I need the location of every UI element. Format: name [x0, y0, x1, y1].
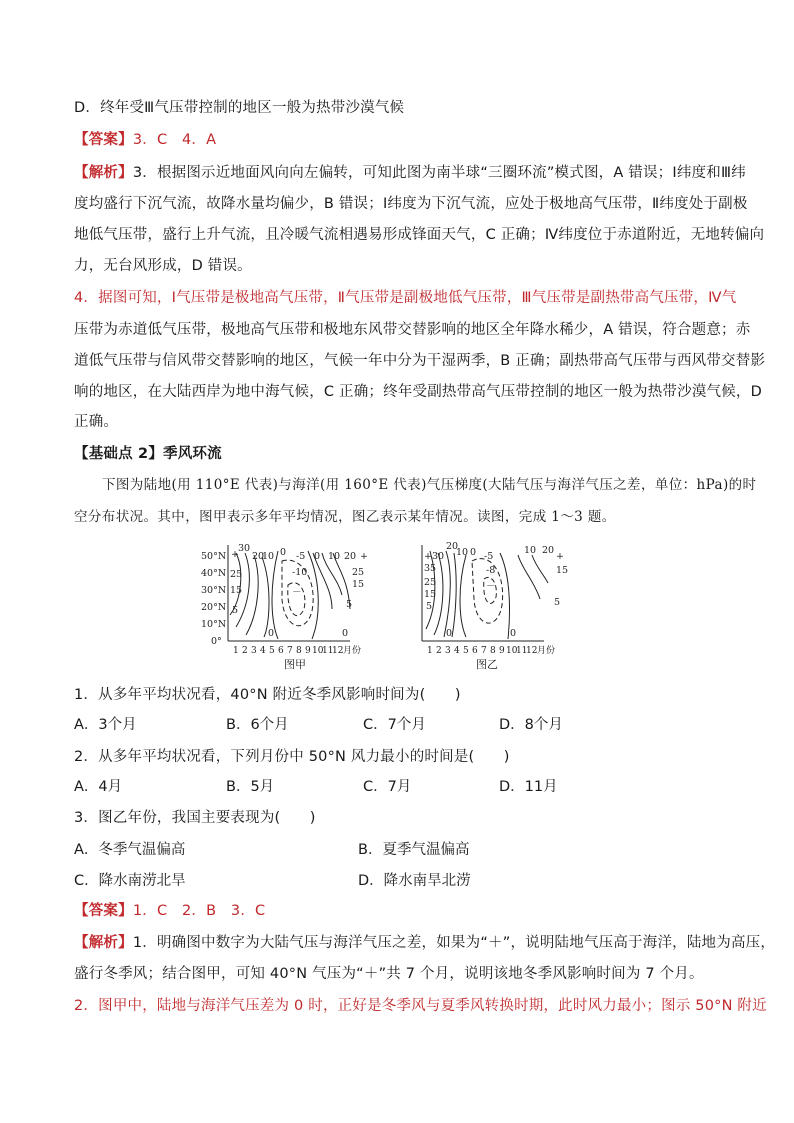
contour-label: +30: [424, 551, 445, 562]
x-tick: 9: [499, 646, 505, 656]
explanation-text: 3．根据图示近地面风向向左偏转，可知此图为南半球“三圈环流”模式图，A 错误；Ⅰ纬度和Ⅲ纬: [132, 165, 746, 181]
contour-label: 5: [232, 605, 239, 616]
answer-tag: 【答案】: [74, 132, 133, 148]
contour-label: -10: [292, 567, 308, 578]
x-tick: 2: [436, 646, 442, 656]
contour-label: 15: [556, 565, 569, 576]
explanation-tag: 【解析】: [74, 165, 133, 181]
figure-left: [200, 539, 380, 671]
contour-label: +: [231, 549, 239, 560]
x-tick: 6: [278, 646, 284, 656]
x-tick: 11: [322, 646, 334, 656]
explanation-4-line-1: 2．图甲中，陆地与海洋气压差为 0 时，正好是冬季风与夏季风转换时期，此时风力最小；图示 50°N 附近: [74, 998, 767, 1014]
contour-label: 5: [426, 601, 433, 612]
q2-option-c: C．7月: [363, 779, 412, 795]
contour-label: 0: [510, 628, 517, 639]
contour-label: +: [360, 551, 368, 562]
x-unit: 月份: [537, 646, 556, 656]
contour-label: 30: [238, 543, 251, 554]
x-tick: 12: [332, 646, 344, 656]
x-unit: 月份: [343, 646, 362, 656]
x-tick: 5: [269, 646, 275, 656]
contour-label: 5: [346, 599, 353, 610]
explanation-2-line-4: 响的地区，在大陆西岸为地中海气候，C 正确；终年受副热带高气压带控制的地区一般为热带沙漠气候，D: [74, 384, 762, 400]
contour-label: -5: [484, 551, 494, 562]
explanation-tag: 【解析】: [74, 935, 133, 951]
explanation-1-line-4: 力，无台风形成，D 错误。: [74, 258, 252, 274]
x-tick: 4: [454, 646, 460, 656]
explanation-2-line-5: 正确。: [74, 414, 119, 430]
contour-label: 15: [352, 579, 365, 590]
explanation-text: 1．明确图中数字为大陆气压与海洋气压之差，如果为“＋”，说明陆地气压高于海洋，陆地为高压，: [132, 935, 776, 951]
y-tick: 10°N: [201, 619, 227, 630]
contour-label: 20: [344, 551, 357, 562]
q1-option-c: C．7个月: [363, 717, 426, 733]
y-tick: 50°N: [201, 551, 227, 562]
contour-label: -8: [486, 565, 496, 576]
x-tick: 1: [233, 646, 239, 656]
intro-line-1: 下图为陆地(用 110°E 代表)与海洋(用 160°E 代表)气压梯度(大陆气压与海洋气压之差，单位：hPa)的时: [102, 477, 757, 493]
contour-label: 10: [456, 547, 469, 558]
contour-label: 15: [424, 589, 437, 600]
x-tick: 8: [296, 646, 302, 656]
contour-label: 25: [352, 567, 365, 578]
y-tick: 40°N: [201, 568, 227, 579]
contour-label: 10: [262, 551, 275, 562]
x-tick: 10: [506, 646, 518, 656]
contour-label: 25: [230, 569, 243, 580]
q3-option-c: C．降水南涝北旱: [74, 873, 186, 889]
contour-label: 0: [342, 628, 349, 639]
q1-option-d: D．8个月: [499, 717, 563, 733]
answer-block-1: [74, 130, 724, 150]
y-tick: 30°N: [201, 585, 227, 596]
contour-label: 0: [314, 551, 321, 562]
q3-option-d: D．降水南旱北涝: [358, 873, 471, 889]
q3-option-a: A．冬季气温偏高: [74, 842, 186, 858]
x-tick: 1: [427, 646, 433, 656]
x-tick: 11: [516, 646, 528, 656]
x-tick: 3: [445, 646, 451, 656]
contour-label: 10: [328, 551, 341, 562]
q2-option-d: D．11月: [499, 779, 558, 795]
x-tick: 7: [481, 646, 487, 656]
x-tick: 6: [472, 646, 478, 656]
contour-label: -5: [296, 551, 306, 562]
x-tick: 9: [305, 646, 311, 656]
contour-label: －: [292, 587, 302, 598]
figure-right: [394, 539, 584, 671]
contour-label: 0: [446, 628, 453, 639]
q3-option-b: B．夏季气温偏高: [358, 842, 470, 858]
contour-label: 20: [252, 551, 265, 562]
explanation-2-line-3: 道低气压带与信风带交替影响的地区，气候一年中分为干湿两季，B 正确；副热带高气压带与西风带交替影: [74, 353, 766, 369]
answer-text: 3．C 4．A: [132, 132, 217, 148]
answer-tag: 【答案】: [74, 903, 133, 919]
x-tick: 10: [312, 646, 324, 656]
y-tick: 20°N: [201, 602, 227, 613]
q1-option-b: B．6个月: [226, 717, 289, 733]
x-tick: 12: [526, 646, 538, 656]
x-tick: 8: [490, 646, 496, 656]
contour-label: －: [486, 581, 496, 592]
figure-right-contours: [394, 539, 584, 671]
q1-option-a: A．3个月: [74, 717, 137, 733]
question-1: 1．从多年平均状况看，40°N 附近冬季风影响时间为( ): [74, 687, 461, 703]
figure-left-contours: [200, 539, 380, 671]
question-3: 3．图乙年份，我国主要表现为( ): [74, 810, 316, 826]
x-tick: 3: [251, 646, 257, 656]
q2-option-b: B．5月: [226, 779, 275, 795]
question-2: 2．从多年平均状况看，下列月份中 50°N 风力最小的时间是( ): [74, 749, 510, 765]
explanation-1-line-2: 度均盛行下沉气流，故降水量均偏少，B 错误；Ⅰ纬度为下沉气流，应处于极地高气压带，Ⅱ纬度处于副极: [74, 196, 748, 212]
explanation-3-line-1: [74, 933, 776, 953]
contour-label: 10: [524, 545, 537, 556]
contour-label: 35: [424, 563, 437, 574]
contour-label: 20: [542, 545, 555, 556]
x-tick: 4: [260, 646, 266, 656]
explanation-1-line-1: [74, 163, 746, 183]
contour-label: 0: [470, 547, 477, 558]
section-heading: 【基础点 2】季风环流: [74, 446, 222, 462]
explanation-1-line-3: 地低气压带，盛行上升气流，且冷暖气流相遇易形成锋面天气，C 正确；Ⅳ纬度位于赤道附近，无地转偏向: [74, 227, 765, 243]
contour-label: 15: [230, 585, 243, 596]
answer-text: 1．C 2．B 3．C: [132, 903, 266, 919]
answer-block-2: [74, 901, 724, 921]
contour-label: 5: [554, 597, 561, 608]
question-4-option-d: D．终年受Ⅲ气压带控制的地区一般为热带沙漠气候: [74, 100, 405, 116]
contour-label: 20: [446, 541, 459, 552]
figure-right-caption: 图乙: [476, 658, 498, 671]
explanation-2-line-2: 压带为赤道低气压带，极地高气压带和极地东风带交替影响的地区全年降水稀少，A 错误，符合题意；赤: [74, 322, 751, 338]
contour-label: 0: [268, 628, 275, 639]
figure-left-caption: 图甲: [284, 658, 306, 671]
x-tick: 2: [242, 646, 248, 656]
explanation-2-line-1: 4．据图可知，Ⅰ气压带是极地高气压带，Ⅱ气压带是副极地低气压带，Ⅲ气压带是副热带高气压带，Ⅳ气: [74, 290, 737, 306]
x-tick: 7: [287, 646, 293, 656]
intro-line-2: 空分布状况。其中，图甲表示多年平均情况，图乙表示某年情况。读图，完成 1～3 题。: [74, 509, 616, 525]
q2-option-a: A．4月: [74, 779, 123, 795]
contour-label: 0: [280, 547, 287, 558]
y-tick: 0°: [211, 636, 222, 647]
contour-label: +: [556, 551, 564, 562]
x-tick: 5: [463, 646, 469, 656]
contour-label: 25: [424, 577, 437, 588]
explanation-3-line-2: 盛行冬季风；结合图甲，可知 40°N 气压为“＋”共 7 个月，说明该地冬季风影响时间为 7 个月。: [74, 966, 704, 982]
